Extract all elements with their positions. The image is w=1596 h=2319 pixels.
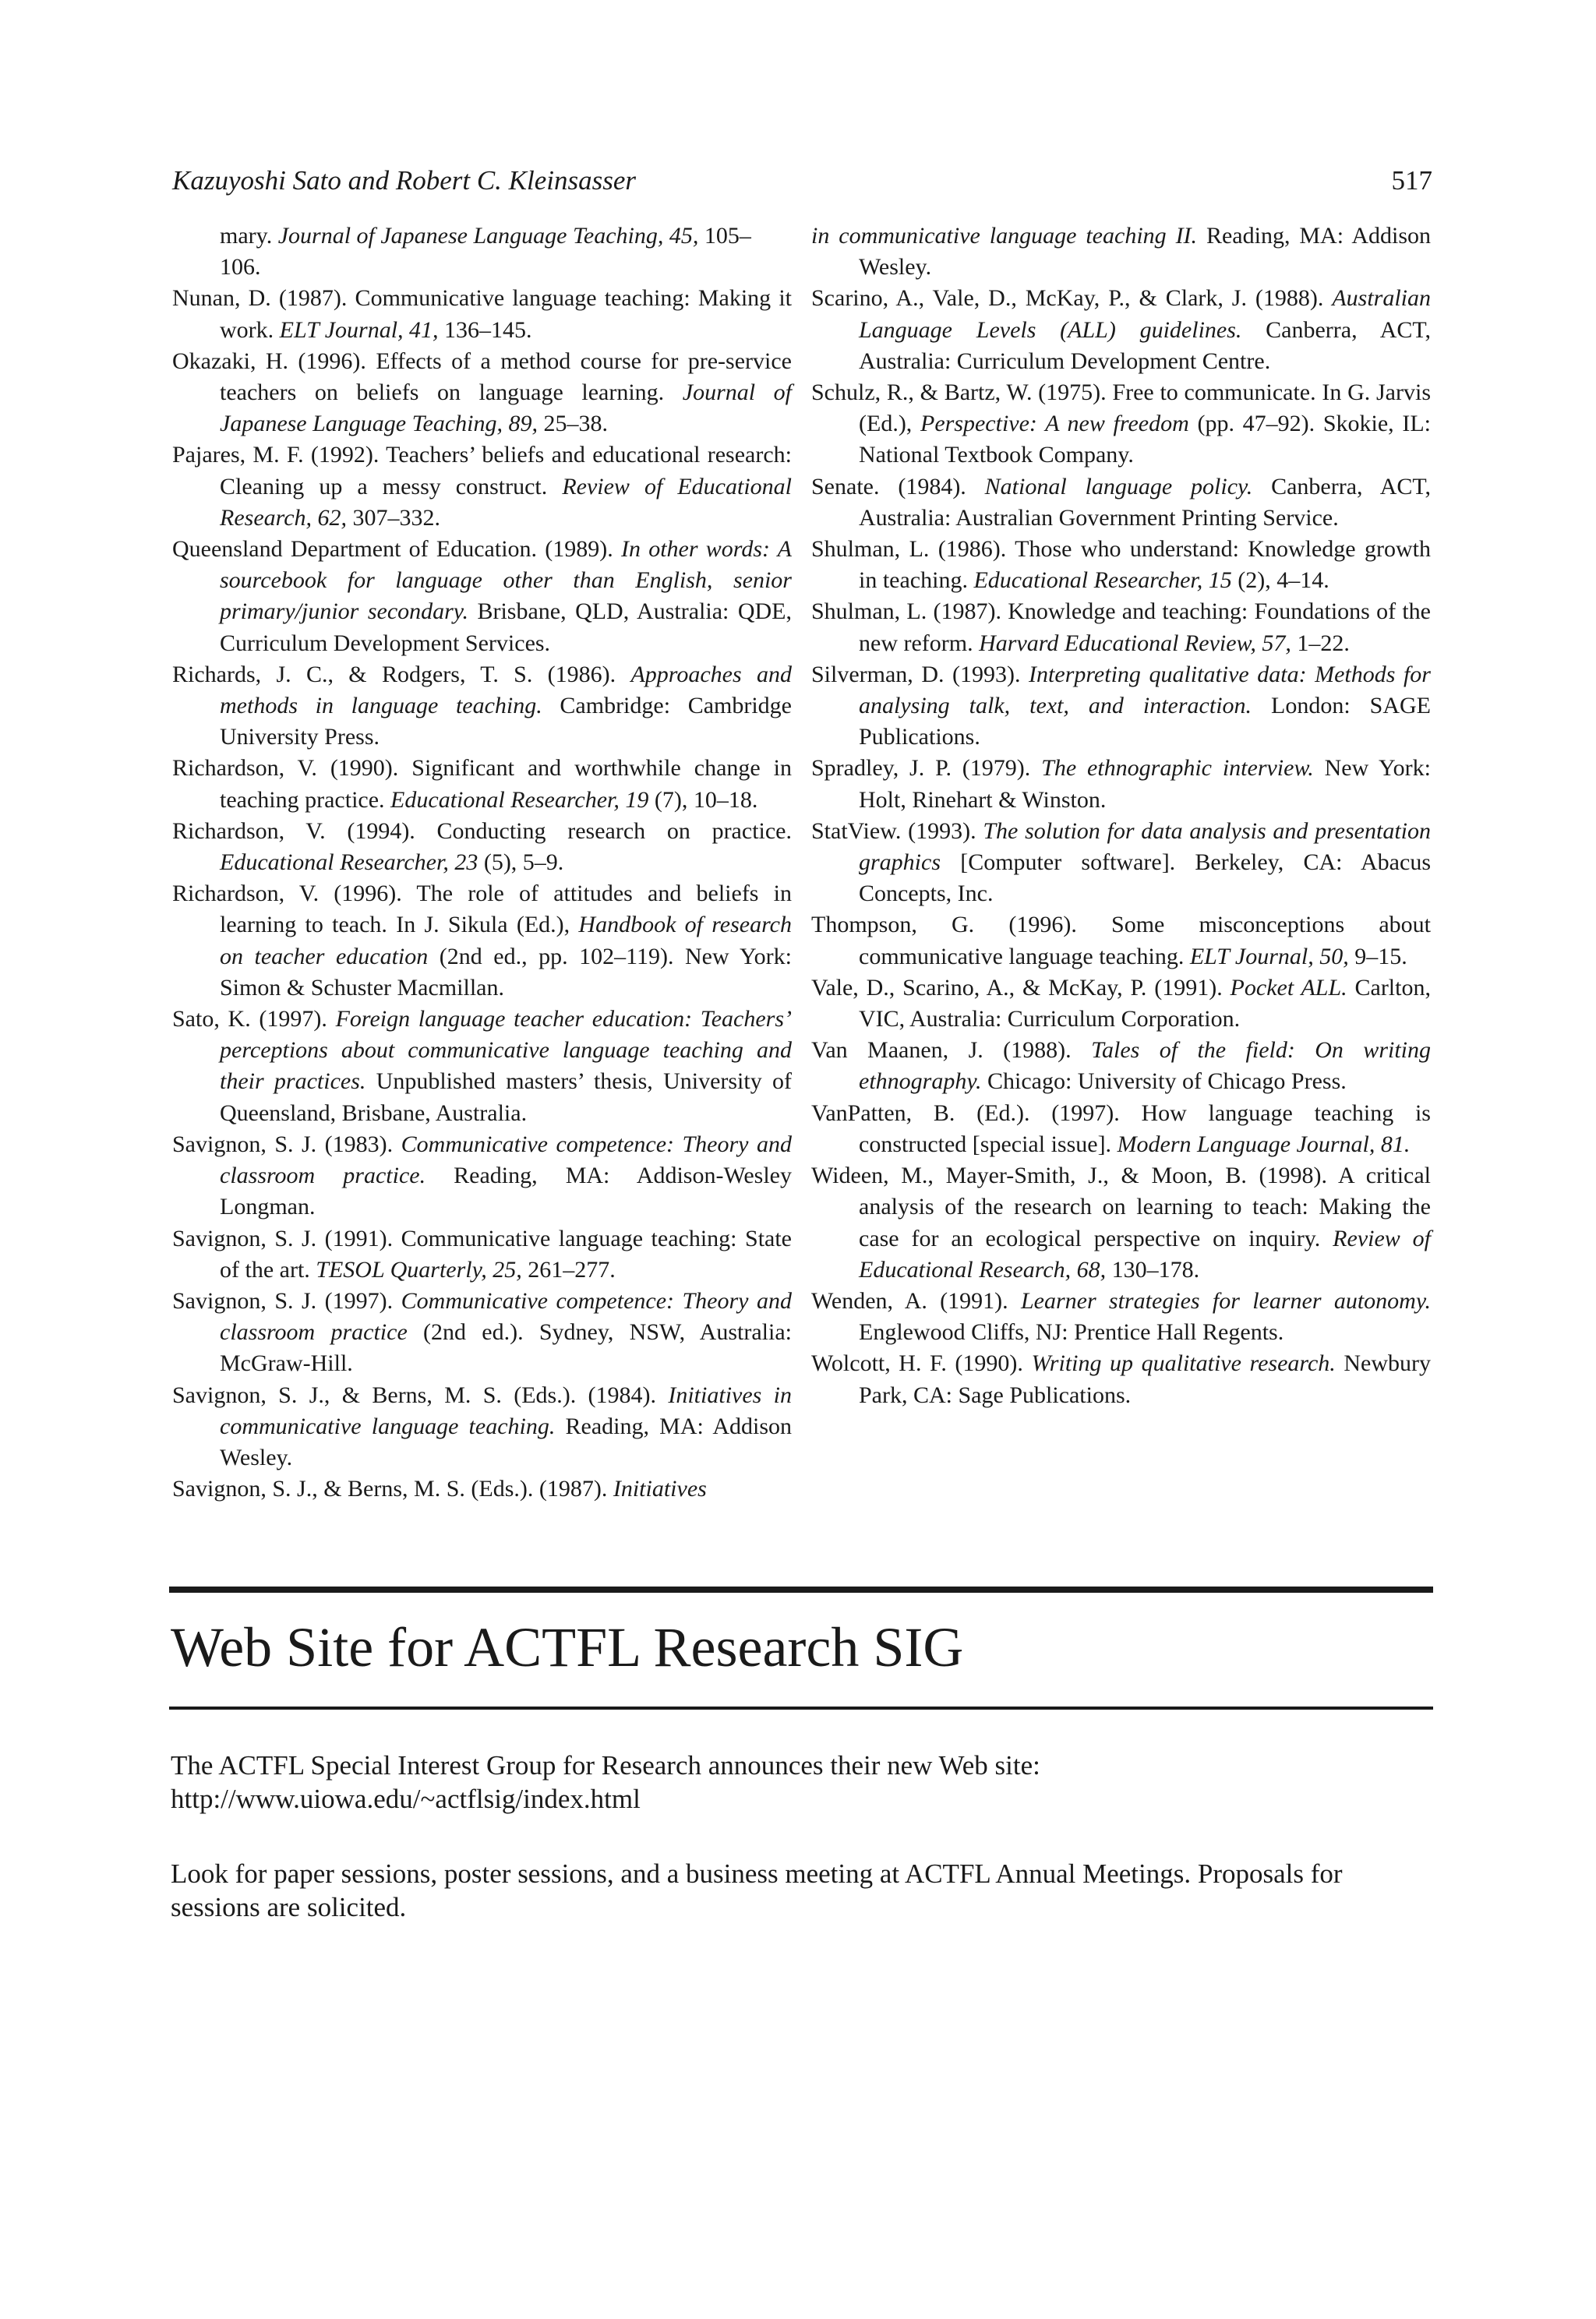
running-head [172,164,1432,198]
reference-entry: Spradley, J. P. (1979). The ethnographic interview. New York: Holt, Rinehart & Winston. [811,755,1431,813]
announcement-paragraph-1: The ACTFL Special Interest Group for Research announces their new Web site: http://www.uiowa.edu/~actflsig/index.html [171,1750,1040,1814]
reference-entry: Savignon, S. J. (1991). Communicative language teaching: State of the art. TESOL Quarterly, 25, 261–277. [172,1225,792,1283]
reference-entry: VanPatten, B. (Ed.). (1997). How language teaching is constructed [special issue]. Modern Language Journal, 81. [811,1099,1431,1157]
reference-entry: Van Maanen, J. (1988). Tales of the field: On writing ethnography. Chicago: University of Chicago Press. [811,1037,1431,1095]
reference-entry: Wenden, A. (1991). Learner strategies for learner autonomy. Englewood Cliffs, NJ: Prentice Hall Regents. [811,1287,1431,1346]
reference-entry: Pajares, M. F. (1992). Teachers’ beliefs and educational research: Cleaning up a messy construct. Review of Educational Research, 62, 307–332. [172,442,792,531]
references-left-column [172,221,792,1505]
reference-list-left [172,283,792,1505]
reference-entry: Shulman, L. (1987). Knowledge and teaching: Foundations of the new reform. Harvard Educational Review, 57, 1–22. [811,598,1431,656]
reference-entry: Savignon, S. J., & Berns, M. S. (Eds.). (1984). Initiatives in communicative language teaching. Reading, MA: Addison Wesley. [172,1382,792,1470]
references-right-column [811,221,1431,1411]
announcement-bottom-rule [169,1707,1433,1710]
reference-entry: Schulz, R., & Bartz, W. (1975). Free to communicate. In G. Jarvis (Ed.), Perspective: A new freedom (pp. 47–92). Skokie, IL: National Textbook Company. [811,379,1432,468]
reference-entry: Okazaki, H. (1996). Effects of a method course for pre-service teachers on beliefs on language learning. Journal of Japanese Language Teaching, 89, 25–38. [172,348,792,437]
reference-entry: Richardson, V. (1994). Conducting research on practice. Educational Researcher, 23 (5), 5–9. [172,817,792,876]
reference-entry: Queensland Department of Education. (1989). In other words: A sourcebook for language other than English, senior primary/junior secondary. Brisbane, QLD, Australia: QDE, Curriculum Development Services. [172,536,792,656]
reference-entry: Richardson, V. (1990). Significant and worthwhile change in teaching practice. Educational Researcher, 19 (7), 10–18. [172,755,792,813]
reference-entry: Savignon, S. J. (1983). Communicative competence: Theory and classroom practice. Reading, MA: Addison-Wesley Longman. [172,1131,792,1220]
reference-entry: Richards, J. C., & Rodgers, T. S. (1986). Approaches and methods in language teaching. Cambridge: Cambridge University Press. [172,661,793,750]
reference-entry: Savignon, S. J., & Berns, M. S. (Eds.). (1987). Initiatives [172,1476,707,1502]
announcement-paragraph-2: Look for paper sessions, poster sessions, and a business meeting at ACTFL Annual Meetings. Proposals for sessions are solicited. [171,1858,1343,1922]
reference-entry: Sato, K. (1997). Foreign language teacher education: Teachers’ perceptions about communicative language teaching and their practices. Unpublished masters’ thesis, University of Queensland, Brisbane, Australia. [172,1006,793,1126]
reference-continuation: mary. Journal of Japanese Language Teaching, 45, 105–106. [220,223,751,281]
reference-entry: in communicative language teaching II. Reading, MA: Addison Wesley. [811,223,1431,281]
reference-entry: Shulman, L. (1986). Those who understand: Knowledge growth in teaching. Educational Researcher, 15 (2), 4–14. [811,536,1431,594]
reference-entry: Senate. (1984). National language policy. Canberra, ACT, Australia: Australian Government Printing Service. [811,473,1431,531]
reference-entry: Wideen, M., Mayer-Smith, J., & Moon, B. (1998). A critical analysis of the research on learning to teach: Making the case for an ecological perspective on inquiry. Review of Educational Research, 68, 130–178. [811,1163,1432,1283]
reference-entry: Wolcott, H. F. (1990). Writing up qualitative research. Newbury Park, CA: Sage Publications. [811,1350,1431,1408]
reference-entry: Savignon, S. J. (1997). Communicative competence: Theory and classroom practice (2nd ed.). Sydney, NSW, Australia: McGraw-Hill. [172,1287,792,1377]
reference-entry: Thompson, G. (1996). Some misconceptions about communicative language teaching. ELT Journal, 50, 9–15. [811,912,1431,969]
reference-list-right [811,221,1431,1411]
reference-entry: Vale, D., Scarino, A., & McKay, P. (1991). Pocket ALL. Carlton, VIC, Australia: Curriculum Corporation. [811,974,1431,1032]
reference-entry: StatView. (1993). The solution for data analysis and presentation graphics [Computer software]. Berkeley, CA: Abacus Concepts, Inc. [811,817,1431,907]
running-head-authors: Kazuyoshi Sato and Robert C. Kleinsasser [172,165,637,196]
reference-entry: Richardson, V. (1996). The role of attitudes and beliefs in learning to teach. In J. Sikula (Ed.), Handbook of research on teacher education (2nd ed., pp. 102–119). New York: Simon & Schuster Macmillan. [172,881,792,1001]
page-number: 517 [1391,165,1432,196]
reference-entry: Silverman, D. (1993). Interpreting qualitative data: Methods for analysing talk, text, and interaction. London: SAGE Publications. [811,661,1431,750]
reference-entry: Scarino, A., Vale, D., McKay, P., & Clark, J. (1988). Australian Language Levels (ALL) guidelines. Canberra, ACT, Australia: Curriculum Development Centre. [811,285,1431,374]
announcement-top-rule [169,1587,1433,1593]
reference-entry: Nunan, D. (1987). Communicative language teaching: Making it work. ELT Journal, 41, 136–145. [172,285,792,343]
announcement-title: Web Site for ACTFL Research SIG [171,1616,964,1678]
